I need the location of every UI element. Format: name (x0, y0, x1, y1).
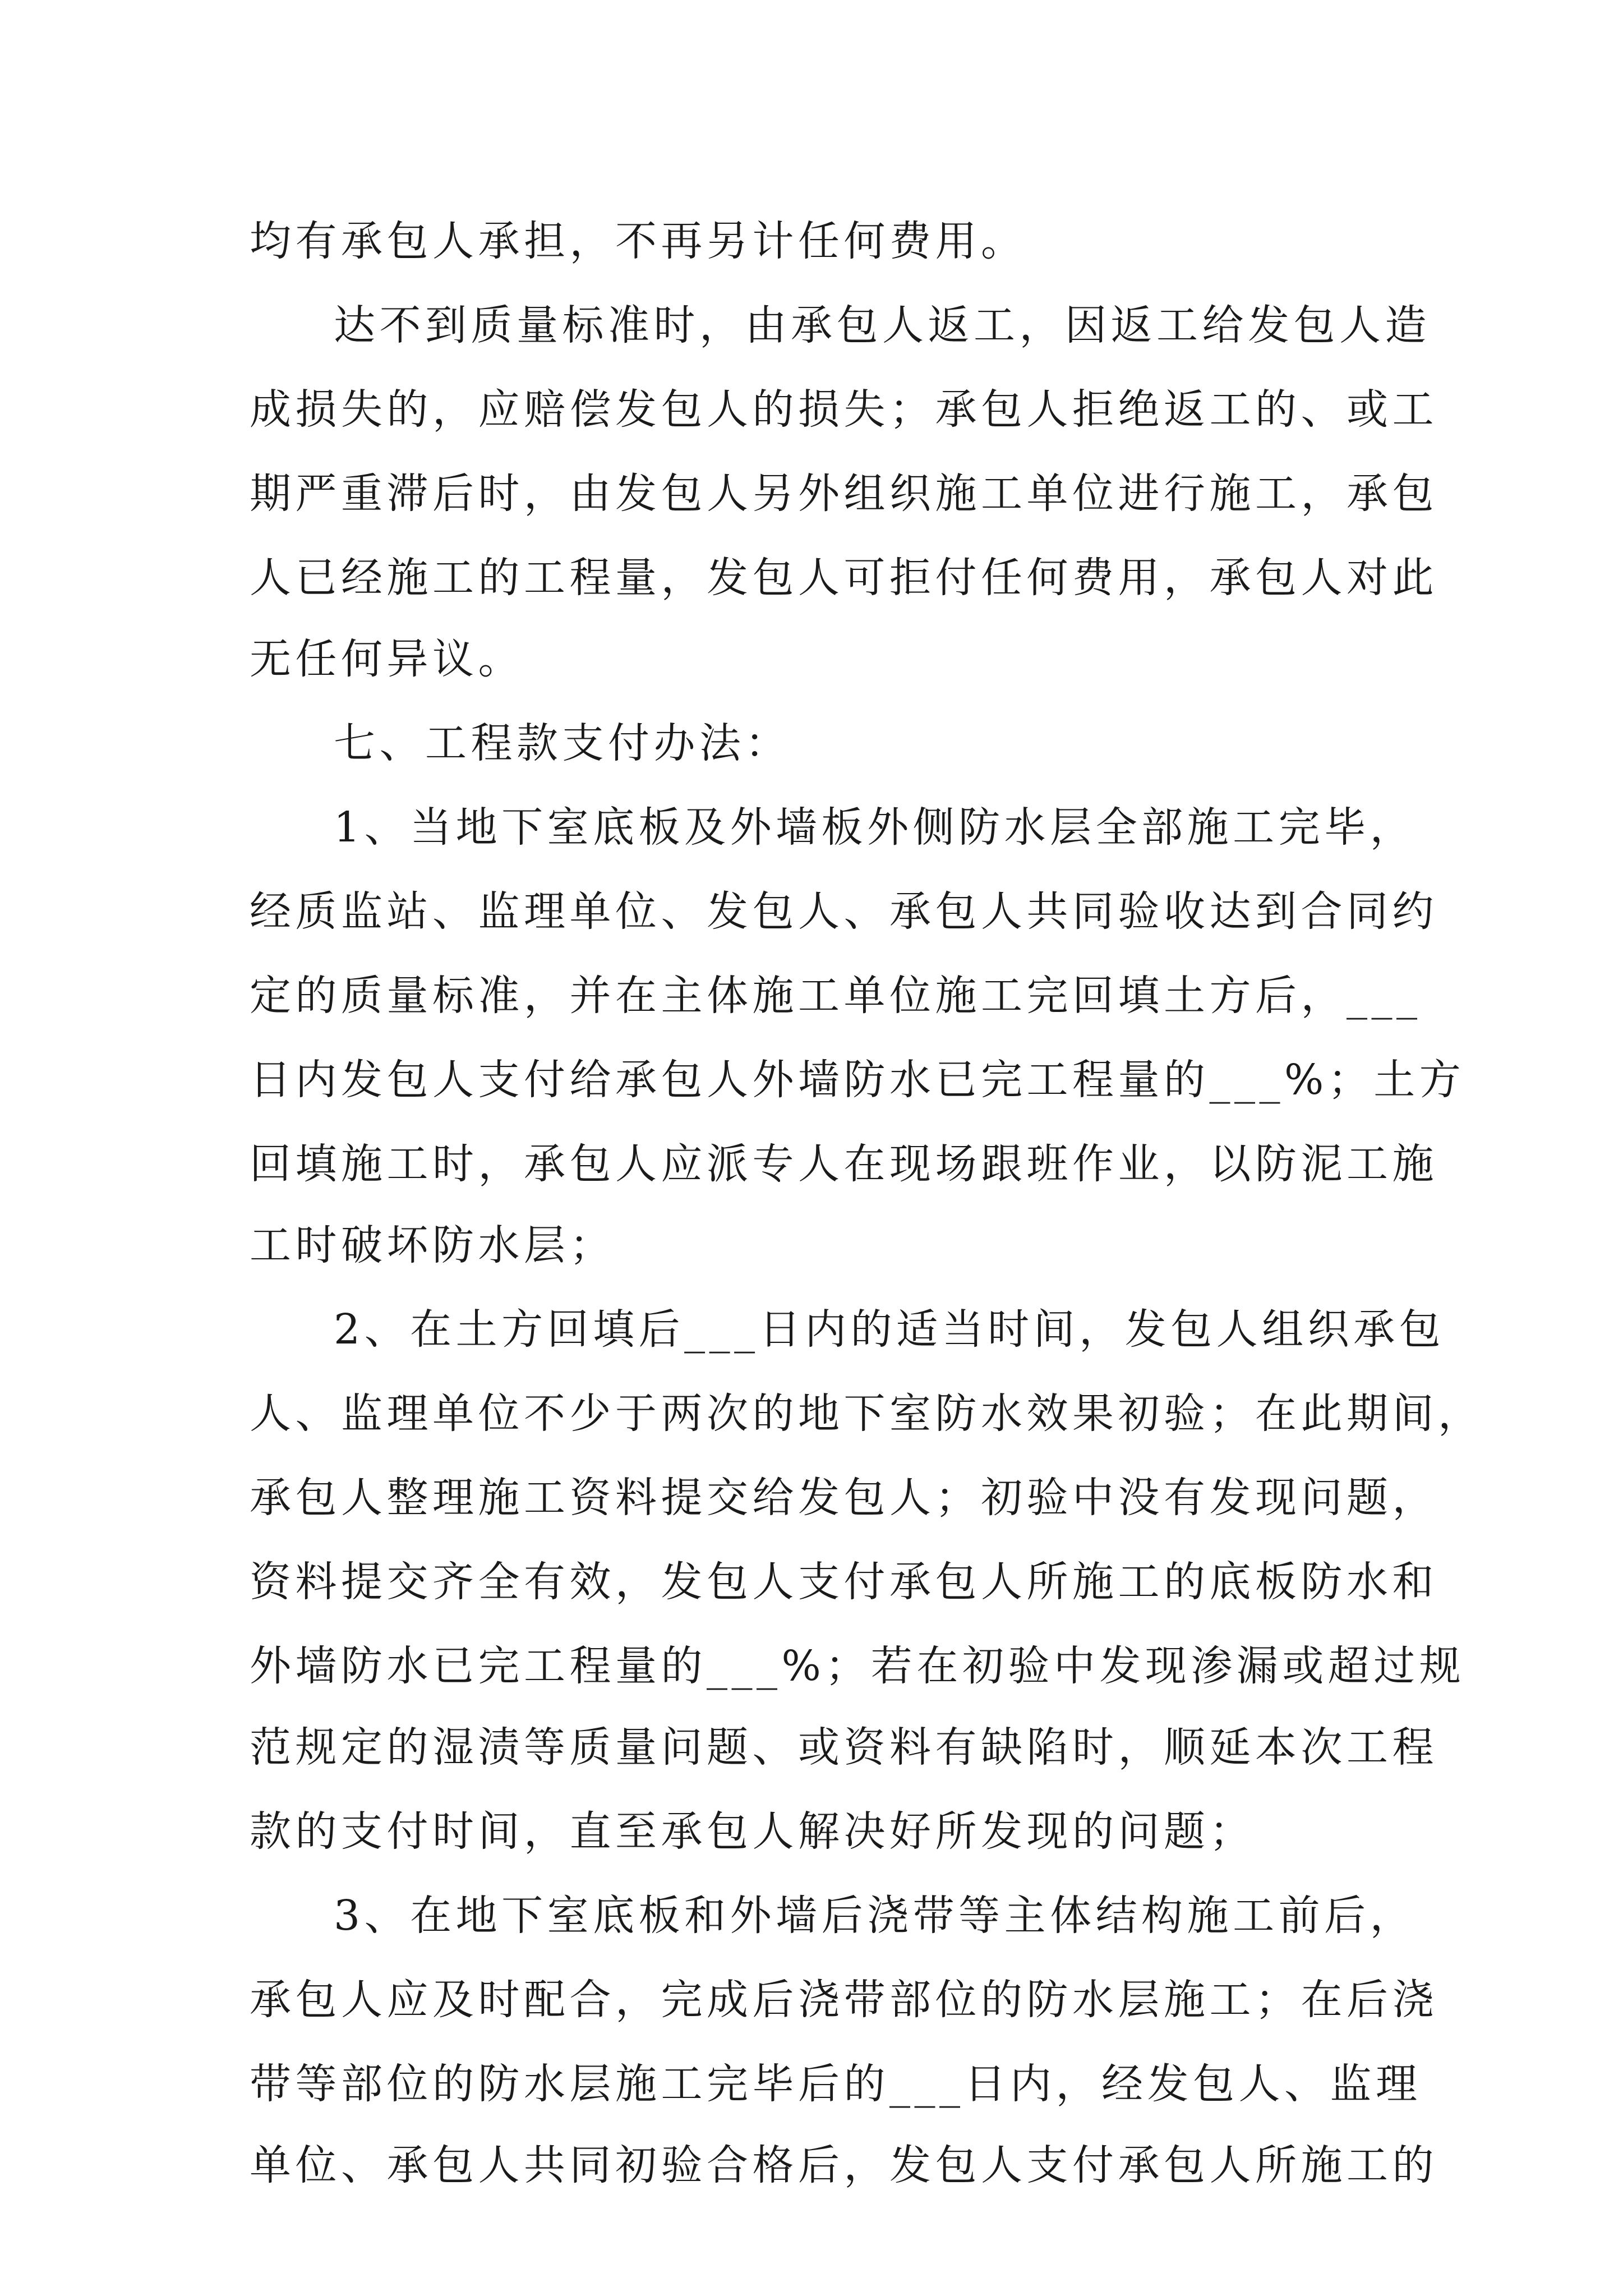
text-line: 经质监站、监理单位、发包人、承包人共同验收达到合同约 (250, 887, 1438, 936)
text-line: 承包人应及时配合，完成后浇带部位的防水层施工；在后浇 (250, 1976, 1438, 2024)
text-line: 工时破坏防水层； (250, 1221, 615, 1269)
text-line: 范规定的湿渍等质量问题、或资料有缺陷时，顺延本次工程 (250, 1723, 1438, 1772)
text-line: 带等部位的防水层施工完毕后的___日内，经发包人、监理 (250, 2060, 1422, 2108)
text-line: 均有承包人承担，不再另计任何费用。 (250, 217, 1027, 265)
text-line: 资料提交齐全有效，发包人支付承包人所施工的底板防水和 (250, 1558, 1438, 1606)
text-line: 定的质量标准，并在主体施工单位施工完回填土方后，___ (250, 972, 1422, 1020)
text-line: 期严重滞后时，由发包人另外组织施工单位进行施工，承包 (250, 470, 1438, 518)
text-line: 承包人整理施工资料提交给发包人；初验中没有发现问题， (250, 1474, 1438, 1522)
text-line: 单位、承包人共同初验合格后，发包人支付承包人所施工的 (250, 2141, 1438, 2189)
text-line: 外墙防水已完工程量的___%；若在初验中发现渗漏或超过规 (250, 1642, 1465, 1690)
text-line: 款的支付时间，直至承包人解决好所发现的问题； (250, 1807, 1255, 1856)
section-heading: 七、工程款支付办法： (334, 719, 791, 767)
text-line: 成损失的，应赔偿发包人的损失；承包人拒绝返工的、或工 (250, 385, 1438, 434)
text-line: 3、在地下室底板和外墙后浇带等主体结构施工前后， (334, 1892, 1416, 1940)
text-line: 人已经施工的工程量，发包人可拒付任何费用，承包人对此 (250, 554, 1438, 602)
text-line: 人、监理单位不少于两次的地下室防水效果初验；在此期间， (250, 1389, 1484, 1438)
text-line: 1、当地下室底板及外墙板外侧防水层全部施工完毕， (334, 803, 1416, 852)
text-line: 日内发包人支付给承包人外墙防水已完工程量的___%；土方 (250, 1056, 1465, 1104)
text-line: 达不到质量标准时，由承包人返工，因返工给发包人造 (334, 301, 1431, 349)
text-line: 2、在土方回填后___日内的适当时间，发包人组织承包 (334, 1305, 1445, 1354)
text-line: 无任何异议。 (250, 635, 524, 683)
text-line: 回填施工时，承包人应派专人在现场跟班作业，以防泥工施 (250, 1140, 1438, 1188)
